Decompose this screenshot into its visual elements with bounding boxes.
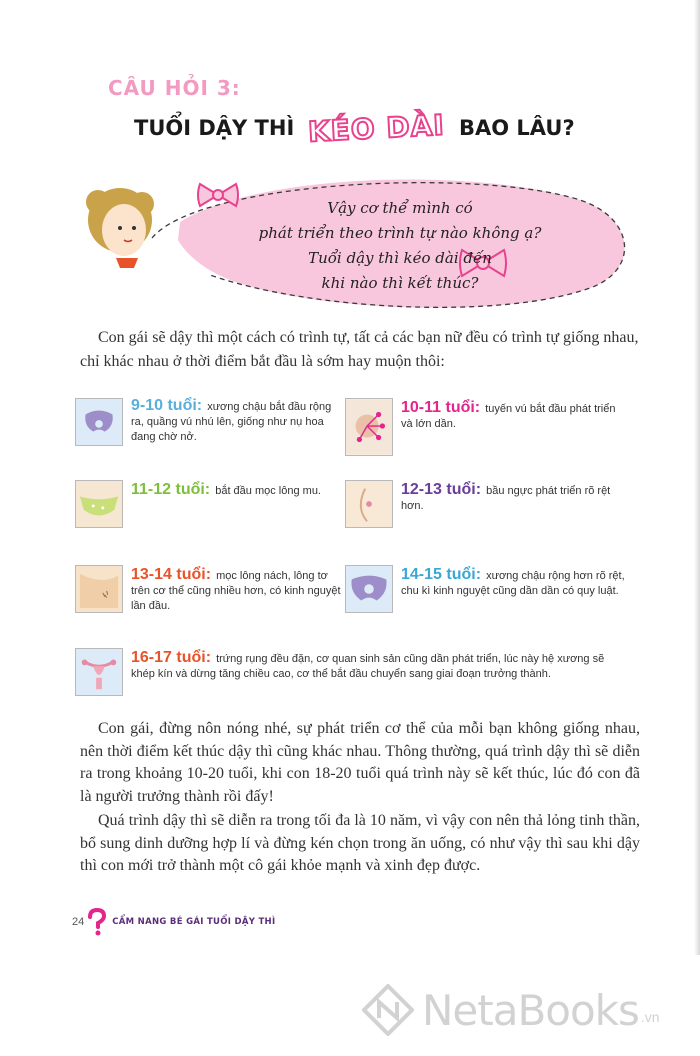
stage-11-12 — [75, 480, 335, 528]
stage-age: 12-13 tuổi: — [401, 481, 482, 498]
question-title — [134, 108, 575, 148]
stage-text — [131, 482, 321, 499]
uterus-icon — [75, 648, 123, 696]
speech-bubble — [60, 160, 640, 320]
title-before: TUỔI DẬY THÌ — [134, 116, 295, 140]
stage-16-17 — [75, 648, 635, 696]
stage-10-11 — [345, 398, 630, 456]
stage-14-15 — [345, 565, 630, 613]
paragraph-2: Quá trình dậy thì sẽ diễn ra trong tối đa là 10 năm, vì vậy con nên thả lỏng tinh thần, bổ sung dinh dưỡng hợp lí và đừng kén chọn trong ăn uống, có như vậy thì sau khi dậy thì con mới trở thành một cô gái khỏe mạnh và xinh đẹp được. — [80, 812, 640, 874]
watermark — [362, 984, 660, 1036]
stage-description: trứng rụng đều đặn, cơ quan sinh sản cũng dần phát triển, lúc này hệ xương sẽ khép kín và dừng tăng chiều cao, cơ thể bắt đầu chuyển sang giai đoạn trưởng thành. — [131, 653, 605, 680]
stage-text — [401, 400, 630, 432]
stage-text — [131, 650, 631, 682]
stage-description: mọc lông nách, lông tơ trên cơ thể cũng nhiều hơn, có kinh nguyệt lần đầu. — [131, 570, 341, 612]
title-after: BAO LÂU? — [459, 116, 575, 140]
stage-age: 13-14 tuổi: — [131, 566, 212, 583]
bubble-text — [230, 196, 570, 296]
bubble-line: Tuổi dậy thì kéo dài đến — [308, 249, 492, 267]
stage-age: 11-12 tuổi: — [131, 481, 211, 498]
paragraph-1: Con gái, đừng nôn nóng nhé, sự phát triển cơ thể của mỗi bạn không giống nhau, nên thời điểm kết thúc dậy thì cũng khác nhau. Thông thường, quá trình dậy thì sẽ diễn ra trong khoảng 10-20 tuổi, khi con 18-20 tuổi quá trình này sẽ kết thúc, lúc đó con đã là người trưởng thành rồi đấy! — [80, 720, 640, 805]
armpit-icon — [75, 565, 123, 613]
stage-age: 16-17 tuổi: — [131, 649, 212, 666]
stage-description: bắt đầu mọc lông mu. — [215, 485, 321, 497]
bubble-line: Vậy cơ thể mình có — [327, 199, 473, 217]
chest-icon — [345, 480, 393, 528]
stage-description: xương chậu bắt đầu rộng ra, quầng vú nhú lên, giống như nụ hoa đang chờ nở. — [131, 401, 332, 443]
stage-text — [401, 567, 630, 599]
intro-paragraph: Con gái sẽ dậy thì một cách có trình tự, tất cả các bạn nữ đều có trình tự giống nhau, chỉ khác nhau ở thời điểm bắt đầu là sớm hay muộn thôi: — [80, 329, 639, 370]
page-number: 24 — [72, 916, 85, 928]
stage-text — [401, 482, 630, 514]
breast-gland-icon — [345, 398, 393, 456]
stage-12-13 — [345, 480, 630, 528]
bubble-line: phát triển theo trình tự nào không ạ? — [258, 224, 542, 242]
title-highlight: KÉO DÀI — [307, 107, 446, 149]
stage-13-14 — [75, 565, 345, 614]
watermark-brand: NetaBooks — [422, 985, 639, 1035]
bubble-line: khi nào thì kết thúc? — [321, 274, 479, 292]
page-edge — [694, 0, 700, 955]
question-label: CÂU HỎI 3: — [108, 76, 241, 100]
netabooks-logo-icon — [362, 984, 414, 1036]
pelvis-wide-icon — [345, 565, 393, 613]
stage-age: 14-15 tuổi: — [401, 566, 482, 583]
stage-9-10 — [75, 398, 335, 446]
stage-text — [131, 567, 345, 614]
pelvis-icon — [75, 398, 123, 446]
stage-description: bầu ngực phát triển rõ rệt hơn. — [401, 485, 611, 512]
question-mark-icon — [86, 908, 108, 936]
page-footer — [72, 908, 275, 936]
watermark-tld: .vn — [640, 1009, 660, 1025]
underwear-icon — [75, 480, 123, 528]
stage-age: 10-11 tuổi: — [401, 399, 481, 416]
stage-description: xương chậu rộng hơn rõ rệt, chu kì kinh nguyệt cũng dần dần có quy luật. — [401, 570, 625, 597]
stage-text — [131, 398, 335, 445]
stage-age: 9-10 tuổi: — [131, 397, 203, 414]
book-title: CẨM NANG BÉ GÁI TUỔI DẬY THÌ — [112, 917, 276, 927]
girl-avatar-icon — [80, 182, 160, 272]
stage-description: tuyến vú bắt đầu phát triển và lớn dần. — [401, 403, 616, 430]
